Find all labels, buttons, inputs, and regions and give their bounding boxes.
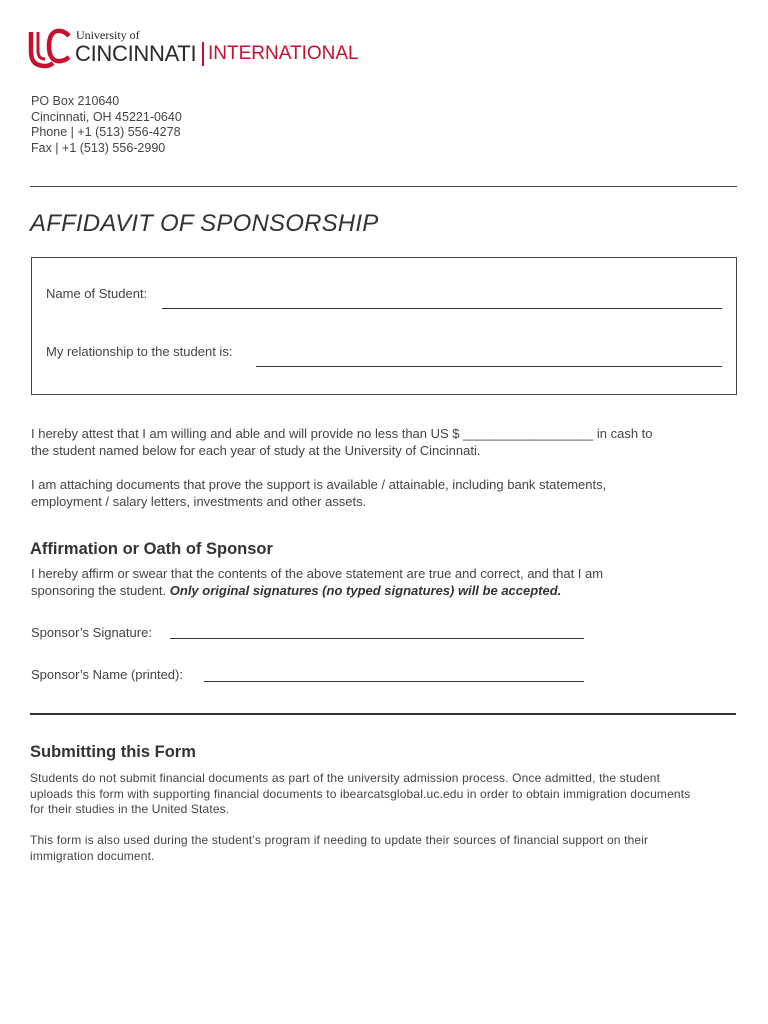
logo-university-of: University of [76, 28, 140, 42]
submitting-paragraph-1 [30, 771, 750, 818]
student-name-label: Name of Student: [46, 286, 148, 301]
affirmation-line-1: I hereby affirm or swear that the contents of the above statement are true and correct, and that I am [31, 566, 604, 581]
submitting-p1-line-2: uploads this form with supporting financial documents to ibearcatsglobal.uc.edu in order to obtain immigration documents [30, 786, 691, 801]
submitting-p1-line-1: Students do not submit financial documents as part of the university admission process. Once admitted, the student [30, 771, 661, 785]
uc-international-logo [28, 28, 358, 72]
submitting-paragraph-2 [30, 833, 750, 864]
sponsor-name-label: Sponsor’s Name (printed): [31, 667, 183, 682]
document-title: AFFIDAVIT OF SPONSORSHIP [30, 210, 379, 237]
submitting-heading: Submitting this Form [30, 743, 196, 761]
relationship-field[interactable] [256, 366, 722, 367]
sponsor-name-field[interactable] [204, 681, 584, 682]
section-divider [30, 713, 736, 715]
city-state-zip: Cincinnati, OH 45221-0640 [31, 109, 182, 124]
submitting-p2-line-2: immigration document. [30, 848, 155, 863]
attaching-paragraph [31, 476, 751, 510]
student-name-field[interactable] [162, 308, 722, 309]
attest-line-2: the student named below for each year of study at the University of Cincinnati. [31, 443, 481, 458]
attest-paragraph [31, 425, 751, 459]
uc-logo-mark-icon [28, 28, 72, 70]
logo-international: INTERNATIONAL [208, 43, 359, 64]
sponsor-signature-field[interactable] [170, 638, 584, 639]
attaching-line-1: I am attaching documents that prove the support is available / attainable, including bank statements, [31, 477, 607, 492]
signature-requirement-note: Only original signatures (no typed signatures) will be accepted. [169, 583, 562, 598]
logo-cincinnati: CINCINNATI [75, 41, 197, 66]
relationship-label: My relationship to the student is: [46, 344, 233, 359]
submitting-p2-line-1: This form is also used during the student’s program if needing to update their sources of financial support on their [30, 833, 649, 847]
header-divider [30, 186, 737, 187]
logo-divider [202, 42, 204, 66]
po-box: PO Box 210640 [31, 94, 120, 108]
fax-number: Fax | +1 (513) 556-2990 [31, 140, 166, 155]
affirmation-line-2-plain: sponsoring the student. [31, 583, 170, 598]
affirmation-heading: Affirmation or Oath of Sponsor [30, 540, 273, 558]
submitting-p1-line-3: for their studies in the United States. [30, 802, 230, 816]
student-info-box [31, 257, 737, 395]
sponsor-signature-label: Sponsor’s Signature: [31, 625, 152, 640]
affirmation-line-2 [31, 582, 751, 599]
attaching-line-2: employment / salary letters, investments and other assets. [31, 494, 367, 509]
phone-number: Phone | +1 (513) 556-4278 [31, 125, 181, 139]
affirmation-paragraph [31, 565, 751, 599]
attest-line-1: I hereby attest that I am willing and able and will provide no less than US $ __________________ in cash to [31, 426, 653, 441]
contact-address [31, 94, 182, 156]
